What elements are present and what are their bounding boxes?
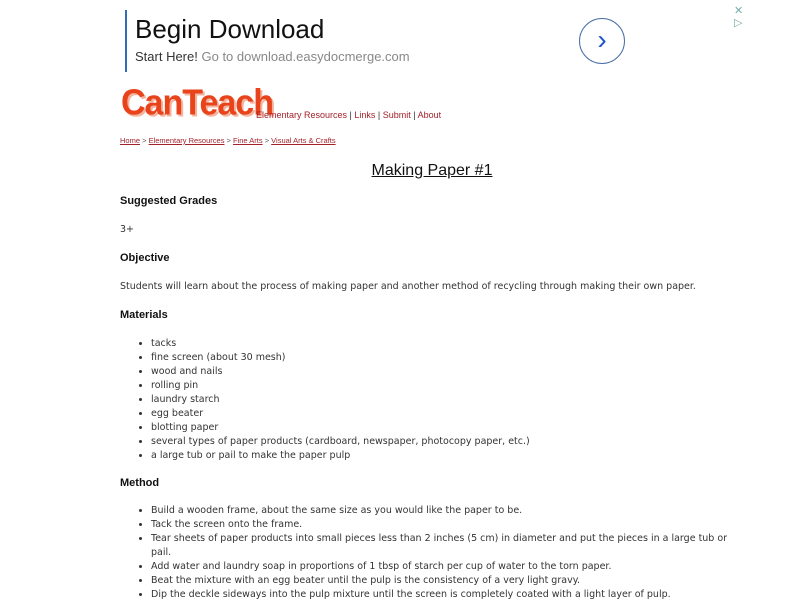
list-item: • a large tub or pail to make the paper pulp — [151, 449, 741, 463]
crumb-home[interactable]: Home — [120, 136, 141, 145]
crumb-fine-arts[interactable]: Fine Arts — [233, 136, 263, 145]
list-item: • Tack the screen onto the frame. — [151, 518, 741, 532]
grades-heading: Suggested Grades — [120, 195, 218, 207]
ad-subtitle[interactable] — [135, 49, 410, 64]
ad-title[interactable]: Begin Download — [135, 14, 325, 44]
list-item: • blotting paper — [151, 421, 741, 435]
nav-links[interactable]: Links — [354, 110, 376, 120]
list-item: • fine screen (about 30 mesh) — [151, 351, 741, 365]
nav-submit[interactable]: Submit — [382, 110, 411, 120]
list-item: • several types of paper products (cardboard, newspaper, photocopy paper, etc.) — [151, 435, 741, 449]
list-item: • Build a wooden frame, about the same size as you would like the paper to be. — [151, 504, 741, 518]
list-item: • Dip the deckle sideways into the pulp mixture until the screen is completely coated with a light layer of pulp. — [151, 588, 741, 602]
objective-heading: Objective — [120, 252, 170, 264]
objective-text: Students will learn about the process of making paper and another method of recycling through making their own paper. — [120, 281, 696, 292]
list-item: • Add water and laundry soap in proportions of 1 tbsp of starch per cup of water to the torn paper. — [151, 560, 741, 574]
ad-sub-strong: Start Here! — [135, 49, 198, 64]
list-item: • rolling pin — [151, 379, 741, 393]
top-nav: Elementary Resources | Links | Submit | About — [256, 110, 442, 120]
ad-controls[interactable] — [734, 5, 743, 29]
ad-arrow-button[interactable]: › — [579, 18, 625, 64]
list-item: • Beat the mixture with an egg beater until the pulp is the consistency of a very light gravy. — [151, 574, 741, 588]
list-item: • egg beater — [151, 407, 741, 421]
ad-sub-text: Go to download.easydocmerge.com — [201, 49, 410, 64]
page-title: Making Paper #1 — [371, 162, 493, 179]
canteach-logo[interactable]: CanTeach — [121, 83, 273, 123]
list-item: • Tear sheets of paper products into small pieces less than 2 inches (5 cm) in diameter and put the pieces in a large tub or pail. — [151, 532, 741, 560]
list-item: • tacks — [151, 337, 741, 351]
nav-about[interactable]: About — [417, 110, 442, 120]
crumb-elementary-resources[interactable]: Elementary Resources — [148, 136, 225, 145]
method-heading: Method — [120, 477, 160, 489]
method-list — [120, 504, 741, 602]
breadcrumb: Home > Elementary Resources > Fine Arts > Visual Arts & Crafts — [120, 136, 336, 145]
ad-close-icon[interactable]: ✕ — [734, 5, 744, 17]
grades-text: 3+ — [120, 224, 135, 235]
list-item: • wood and nails — [151, 365, 741, 379]
crumb-visual-arts[interactable]: Visual Arts & Crafts — [271, 136, 336, 145]
ad-accent-bar — [125, 10, 127, 72]
nav-elementary-resources[interactable]: Elementary Resources — [256, 110, 348, 120]
list-item: • laundry starch — [151, 393, 741, 407]
adchoices-icon[interactable]: ▷ — [734, 17, 743, 29]
materials-heading: Materials — [120, 309, 168, 321]
materials-list — [120, 337, 741, 463]
